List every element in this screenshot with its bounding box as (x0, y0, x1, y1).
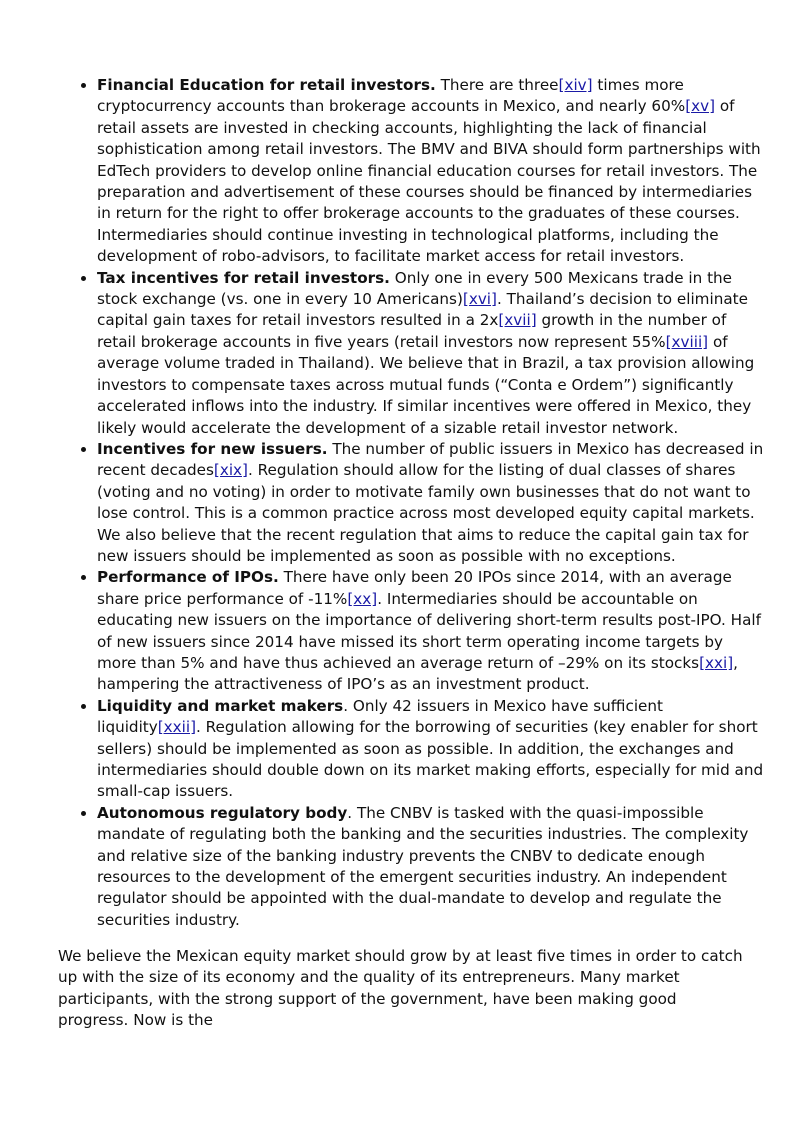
item-text: . Regulation allowing for the borrowing of securities (key enabler for short sellers) should be implemented as soon as possible. In addition, the exchanges and intermediaries should double down on its market making efforts, especially for mid and small-cap issuers. (97, 718, 764, 801)
footnote-link[interactable]: [xxii] (157, 718, 196, 737)
closing-paragraph: We believe the Mexican equity market should grow by at least five times in order to catch up with the size of its economy and the quality of its entrepreneurs. Many market participants, with the strong support of the government, have been making good progress. Now is the (58, 947, 743, 1030)
list-item (97, 696, 764, 803)
item-text: times more cryptocurrency accounts than brokerage accounts in Mexico, and nearly 60% (97, 76, 686, 116)
item-text: . Regulation should allow for the listing of dual classes of shares (voting and no voting) in order to motivate family own businesses that do not want to lose control. This is a common practice across most developed equity capital markets. We also believe that the recent regulation that aims to reduce the capital gain tax for new issuers should be implemented as soon as possible with no exceptions. (97, 461, 755, 565)
item-heading: Financial Education for retail investors. (97, 76, 436, 94)
footnote-link[interactable]: [xvii] (498, 311, 537, 330)
item-text: There have only been 20 IPOs since 2014, with an average share price performance of -11% (97, 568, 732, 608)
list-item (97, 268, 764, 439)
footnote-link[interactable]: [xix] (213, 461, 248, 480)
item-text: There are three (435, 76, 559, 94)
item-heading: Tax incentives for retail investors. (97, 268, 390, 287)
item-text: . Thailand’s decision to eliminate capital gain taxes for retail investors resulted in a 2x (97, 290, 748, 330)
item-text: . Only 42 issuers in Mexico have sufficient liquidity (97, 696, 663, 737)
item-text: , hampering the attractiveness of IPO’s as an investment product. (97, 653, 738, 694)
item-heading: Autonomous regulatory body (97, 803, 348, 822)
item-heading: Liquidity and market makers (97, 696, 344, 715)
list-item (97, 439, 764, 567)
item-text: of retail assets are invested in checking accounts, highlighting the lack of financial sophistication among retail investors. The BMV and BIVA should form partnerships with EdTech providers to develop online financial education courses for retail investors. The preparation and advertisement of these courses should be financed by intermediaries in return for the right to offer brokerage accounts to the graduates of these courses. Intermediaries should continue investing in technological platforms, including the development of robo-advisors, to facilitate market access for retail investors. (97, 97, 761, 266)
item-heading: Performance of IPOs. (97, 568, 279, 587)
footnote-link[interactable]: [xviii] (665, 332, 709, 351)
list-item (97, 75, 764, 268)
list-item (97, 803, 764, 931)
item-text: Only one in every 500 Mexicans trade in the stock exchange (vs. one in every 10 Americans) (97, 268, 733, 309)
item-text: growth in the number of retail brokerage accounts in five years (retail investors now represent 55% (97, 311, 727, 351)
footnote-link[interactable]: [xvi] (462, 290, 497, 309)
footnote-link[interactable]: [xxi] (699, 653, 734, 672)
item-text: The number of public issuers in Mexico has decreased in recent decades (97, 439, 764, 480)
recommendation-list (78, 75, 764, 931)
footnote-link[interactable]: [xv] (685, 97, 716, 116)
footnote-link[interactable]: [xx] (347, 589, 378, 608)
item-text: . The CNBV is tasked with the quasi-impossible mandate of regulating both the banking and the securities industries. The complexity and relative size of the banking industry prevents the CNBV to dedicate enough resources to the development of the emergent securities industry. An independent regulator should be appointed with the dual-mandate to develop and regulate the securities industry. (97, 803, 749, 929)
item-text: of average volume traded in Thailand). We believe that in Brazil, a tax provision allowing investors to compensate taxes across mutual funds (“Conta e Ordem”) significantly accelerated inflows into the industry. If similar incentives were offered in Mexico, they likely would accelerate the development of a sizable retail investor network. (97, 332, 755, 437)
footnote-link[interactable]: [xiv] (558, 76, 593, 94)
item-text: . Intermediaries should be accountable on educating new issuers on the importance of delivering short-term results post-IPO. Half of new issuers since 2014 have missed its short term operating income targets by more than 5% and have thus achieved an average return of –29% on its stocks (97, 589, 761, 672)
item-heading: Incentives for new issuers. (97, 439, 328, 458)
list-item (97, 567, 764, 695)
